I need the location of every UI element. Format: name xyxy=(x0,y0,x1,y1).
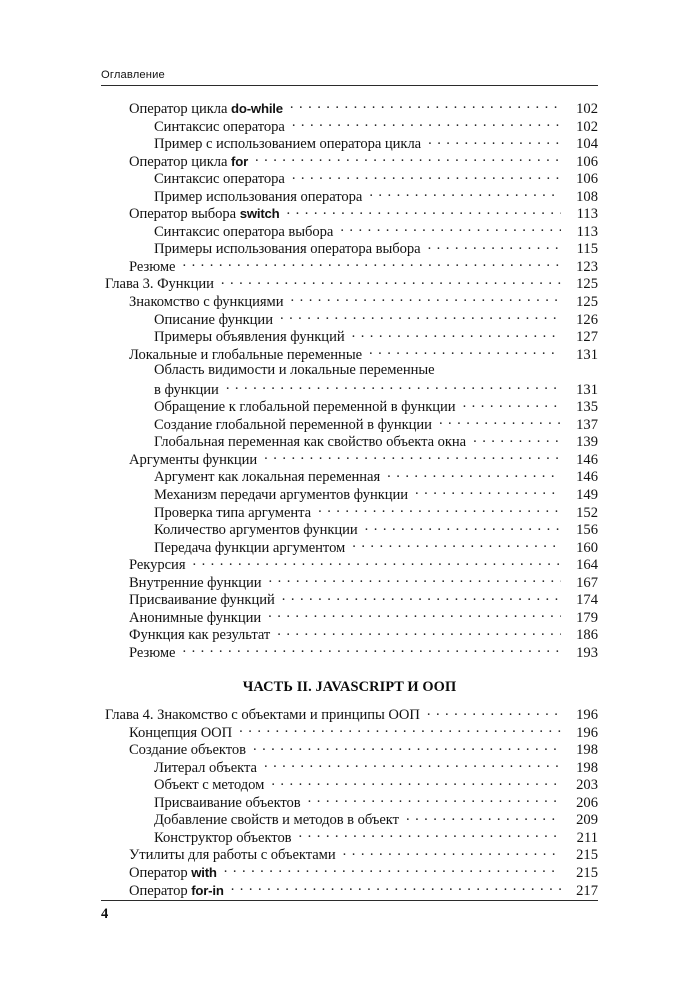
dot-leader xyxy=(264,758,561,772)
dot-leader xyxy=(269,573,561,587)
toc-entry-title: Анонимные функции xyxy=(129,609,262,626)
toc-entry[interactable] xyxy=(101,590,598,608)
toc-entry-keyword: switch xyxy=(239,206,280,222)
toc-entry-page-number: 137 xyxy=(576,416,598,433)
toc-entry[interactable] xyxy=(101,881,598,899)
toc-entry-title: Функция как результат xyxy=(129,627,271,644)
toc-entry-page-number: 152 xyxy=(576,504,598,521)
toc-entry-title: Обращение к глобальной переменной в функции xyxy=(154,399,456,416)
toc-entry[interactable] xyxy=(101,643,598,661)
toc-entry-page-number: 196 xyxy=(576,707,598,724)
toc-entry-page-number: 108 xyxy=(576,188,598,205)
toc-entry-title: Примеры объявления функций xyxy=(154,329,345,346)
dot-leader xyxy=(231,881,561,895)
dot-leader xyxy=(291,292,562,306)
toc-entry-title: Внутренние функции xyxy=(129,574,262,591)
toc-entry-title: Оператор цикла for xyxy=(129,153,249,170)
toc-entry[interactable] xyxy=(101,793,598,811)
toc-entry-page-number: 102 xyxy=(576,101,598,117)
toc-entry-page-number: 215 xyxy=(576,864,598,881)
toc-entry-title: Передача функции аргументом xyxy=(154,539,346,556)
toc-entry[interactable] xyxy=(101,327,598,345)
toc-entry[interactable] xyxy=(101,608,598,626)
part-heading: ЧАСТЬ II. JAVASCRIPT И ООП xyxy=(242,678,457,695)
toc-entry-keyword: for-in xyxy=(191,882,224,898)
part-heading-spacer-bottom xyxy=(101,696,598,705)
toc-entry-page-number: 113 xyxy=(576,206,598,223)
toc-entry[interactable] xyxy=(101,538,598,556)
toc-entry-page-number: 131 xyxy=(576,381,598,398)
dot-leader xyxy=(318,503,561,517)
toc-entry-page-number: 206 xyxy=(576,794,598,811)
toc-entry-title: Оператор with xyxy=(129,864,217,881)
dot-leader xyxy=(224,863,561,877)
toc-entry-page-number: 198 xyxy=(576,742,598,759)
toc-entry-title: Синтаксис оператора xyxy=(154,171,285,188)
toc-entry-page-number: 186 xyxy=(576,627,598,644)
toc-entry[interactable] xyxy=(101,274,598,292)
dot-leader xyxy=(280,310,561,324)
dot-leader xyxy=(352,327,561,341)
toc-entry-page-number: 193 xyxy=(576,644,598,661)
toc-entry[interactable] xyxy=(101,362,598,380)
toc-entry-page-number: 211 xyxy=(576,829,598,846)
table-of-contents xyxy=(101,99,598,898)
toc-entry-title: Глава 3. Функции xyxy=(105,276,214,293)
toc-entry-page-number: 217 xyxy=(576,882,598,899)
dot-leader xyxy=(271,775,561,789)
toc-entry-page-number: 164 xyxy=(576,557,598,574)
toc-entry[interactable] xyxy=(101,397,598,415)
toc-entry-title: Концепция ООП xyxy=(129,724,233,741)
toc-entry[interactable] xyxy=(101,117,598,135)
toc-entry[interactable] xyxy=(101,204,598,222)
toc-entry[interactable] xyxy=(101,573,598,591)
header-rule xyxy=(101,85,598,86)
toc-entry-page-number: 135 xyxy=(576,399,598,416)
toc-entry-page-number: 146 xyxy=(576,451,598,468)
toc-entry[interactable] xyxy=(101,863,598,881)
toc-entry-page-number: 146 xyxy=(576,469,598,486)
toc-entry-keyword: with xyxy=(191,864,217,880)
toc-entry-page-number: 106 xyxy=(576,153,598,170)
toc-entry-page-number: 113 xyxy=(576,223,598,240)
toc-entry-keyword: for xyxy=(231,153,249,169)
toc-entry-title: Конструктор объектов xyxy=(154,829,292,846)
toc-entry-title: Объект с методом xyxy=(154,777,265,794)
dot-leader xyxy=(439,415,561,429)
dot-leader xyxy=(415,485,561,499)
toc-entry-page-number: 126 xyxy=(576,311,598,328)
toc-entry-title: Синтаксис оператора xyxy=(154,118,285,135)
toc-entry-page-number: 131 xyxy=(576,346,598,363)
running-head xyxy=(101,68,598,86)
toc-entry[interactable] xyxy=(101,705,598,723)
toc-entry-title: Утилиты для работы с объектами xyxy=(129,847,336,864)
dot-leader xyxy=(292,117,561,131)
toc-entry-title: в функции xyxy=(154,381,219,398)
toc-entry-title: Резюме xyxy=(129,258,176,275)
toc-entry-page-number: 174 xyxy=(576,592,598,609)
toc-entry[interactable] xyxy=(101,467,598,485)
toc-entry[interactable] xyxy=(101,740,598,758)
toc-entry-keyword: do-while xyxy=(231,101,283,116)
toc-entry[interactable] xyxy=(101,723,598,741)
dot-leader xyxy=(308,793,561,807)
toc-entry-title: Знакомство с функциями xyxy=(129,294,284,311)
dot-leader xyxy=(182,643,561,657)
toc-entry-title: Литерал объекта xyxy=(154,759,257,776)
dot-leader xyxy=(192,555,561,569)
dot-leader xyxy=(253,740,561,754)
dot-leader xyxy=(182,257,561,271)
dot-leader xyxy=(428,239,561,253)
toc-entry-page-number: 125 xyxy=(576,276,598,293)
toc-entry-title: Примеры использования оператора выбора xyxy=(154,241,421,258)
toc-entry-title: Пример использования оператора xyxy=(154,188,363,205)
dot-leader xyxy=(292,169,561,183)
toc-entry-title: Присваивание объектов xyxy=(154,794,301,811)
toc-entry-title: Глава 4. Знакомство с объектами и принципы ООП xyxy=(105,707,420,724)
toc-entry-title: Проверка типа аргумента xyxy=(154,504,312,521)
toc-entry-page-number: 156 xyxy=(576,522,598,539)
toc-entry-page-number: 139 xyxy=(576,434,598,451)
dot-leader xyxy=(282,590,561,604)
toc-entry[interactable] xyxy=(101,415,598,433)
dot-leader xyxy=(365,520,561,534)
toc-entry-page-number: 125 xyxy=(576,294,598,311)
toc-entry[interactable] xyxy=(101,310,598,328)
dot-leader xyxy=(369,345,561,359)
toc-entry-page-number: 123 xyxy=(576,258,598,275)
toc-entry-title: Добавление свойств и методов в объект xyxy=(154,812,399,829)
toc-entry-page-number: 149 xyxy=(576,487,598,504)
toc-section-part1 xyxy=(101,99,598,661)
dot-leader xyxy=(221,274,561,288)
toc-entry-page-number: 203 xyxy=(576,777,598,794)
toc-entry-title: Пример с использованием оператора цикла xyxy=(154,136,422,153)
toc-entry-title: Локальные и глобальные переменные xyxy=(129,346,363,363)
toc-entry-page-number: 106 xyxy=(576,171,598,188)
dot-leader xyxy=(287,204,561,218)
toc-entry[interactable] xyxy=(101,345,598,363)
dot-leader xyxy=(277,625,561,639)
dot-leader xyxy=(387,467,561,481)
toc-entry[interactable] xyxy=(101,187,598,205)
toc-entry[interactable] xyxy=(101,503,598,521)
dot-leader xyxy=(290,99,561,113)
toc-entry-page-number: 167 xyxy=(576,574,598,591)
dot-leader xyxy=(427,705,561,719)
toc-entry[interactable] xyxy=(101,169,598,187)
folio-page-number: 4 xyxy=(101,906,109,922)
toc-entry-title: Оператор for-in xyxy=(129,882,224,899)
toc-entry[interactable] xyxy=(101,152,598,170)
toc-entry-title: Оператор выбора switch xyxy=(129,206,280,223)
dot-leader xyxy=(239,723,561,737)
toc-entry[interactable] xyxy=(101,810,598,828)
dot-leader xyxy=(299,828,561,842)
toc-entry-title: Описание функции xyxy=(154,311,273,328)
dot-leader xyxy=(473,432,561,446)
toc-entry[interactable] xyxy=(101,555,598,573)
toc-entry-page-number: 209 xyxy=(576,812,598,829)
toc-entry-title: Аргументы функции xyxy=(129,451,258,468)
toc-entry-title: Механизм передачи аргументов функции xyxy=(154,487,409,504)
toc-entry[interactable] xyxy=(101,828,598,846)
dot-leader xyxy=(463,397,561,411)
toc-entry[interactable] xyxy=(101,99,598,117)
toc-entry[interactable] xyxy=(101,625,598,643)
toc-entry[interactable] xyxy=(101,380,598,398)
dot-leader xyxy=(406,810,561,824)
toc-entry-title: Оператор цикла do-while xyxy=(129,101,283,117)
toc-entry-title: Область видимости и локальные переменные xyxy=(154,362,435,379)
dot-leader xyxy=(428,134,561,148)
toc-section-part2 xyxy=(101,705,598,898)
toc-entry-page-number: 102 xyxy=(576,118,598,135)
toc-entry-title: Создание объектов xyxy=(129,742,246,759)
toc-entry[interactable] xyxy=(101,134,598,152)
toc-entry-title: Создание глобальной переменной в функции xyxy=(154,416,432,433)
toc-entry-title: Присваивание функций xyxy=(129,592,275,609)
toc-entry-title: Резюме xyxy=(129,644,176,661)
toc-entry-page-number: 160 xyxy=(576,539,598,556)
toc-entry-title: Количество аргументов функции xyxy=(154,522,358,539)
toc-entry[interactable] xyxy=(101,520,598,538)
toc-entry[interactable] xyxy=(101,432,598,450)
dot-leader xyxy=(352,538,561,552)
toc-entry-title: Глобальная переменная как свойство объекта окна xyxy=(154,434,467,451)
toc-entry[interactable] xyxy=(101,485,598,503)
toc-entry[interactable] xyxy=(101,222,598,240)
page-footer xyxy=(101,900,598,923)
dot-leader xyxy=(268,608,561,622)
toc-entry-title: Синтаксис оператора выбора xyxy=(154,223,334,240)
toc-entry[interactable] xyxy=(101,450,598,468)
dot-leader xyxy=(369,187,561,201)
toc-entry-page-number: 196 xyxy=(576,724,598,741)
toc-entry[interactable] xyxy=(101,239,598,257)
toc-entry[interactable] xyxy=(101,292,598,310)
part-heading-spacer-top xyxy=(101,661,598,679)
toc-entry-page-number: 198 xyxy=(576,759,598,776)
toc-entry-page-number: 115 xyxy=(576,241,598,258)
dot-leader xyxy=(340,222,561,236)
toc-entry-title: Рекурсия xyxy=(129,557,186,574)
toc-entry-page-number: 104 xyxy=(576,136,598,153)
toc-entry-page-number: 127 xyxy=(576,329,598,346)
dot-leader xyxy=(255,152,561,166)
toc-entry[interactable] xyxy=(101,257,598,275)
dot-leader xyxy=(343,845,561,859)
toc-entry-page-number: 179 xyxy=(576,609,598,626)
toc-entry-title: Аргумент как локальная переменная xyxy=(154,469,381,486)
toc-entry[interactable] xyxy=(101,758,598,776)
dot-leader xyxy=(226,380,561,394)
running-head-text: Оглавление xyxy=(101,69,165,81)
toc-entry[interactable] xyxy=(101,775,598,793)
toc-entry[interactable] xyxy=(101,845,598,863)
toc-entry-page-number: 215 xyxy=(576,847,598,864)
dot-leader xyxy=(264,450,561,464)
